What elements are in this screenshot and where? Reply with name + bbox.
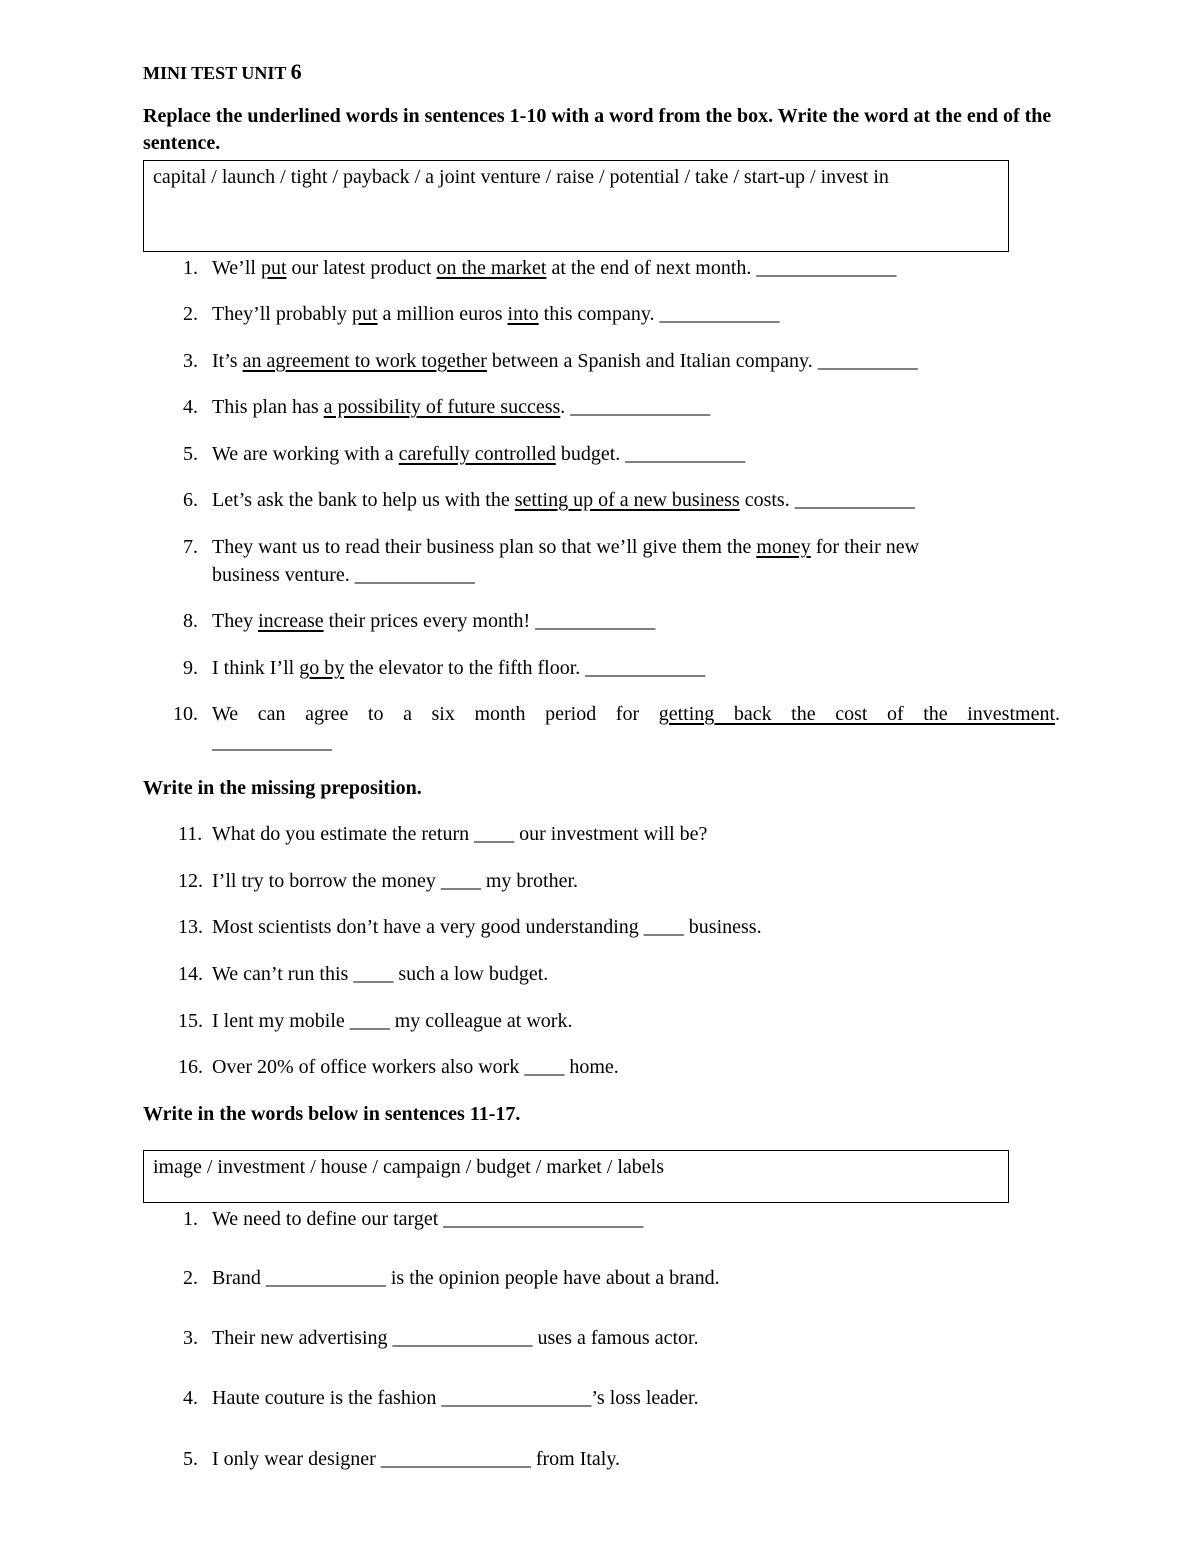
item-text: Let’s ask the bank to help us with the setting up of a new business costs. ____________: [212, 489, 915, 511]
item-text: They want us to read their business plan so that we’ll give them the money for their new business venture. ____________: [212, 536, 920, 586]
item-text: We are working with a carefully controlled budget. ____________: [212, 443, 746, 465]
page-title: [143, 58, 302, 87]
item-number: 13.: [178, 916, 203, 938]
item-number: 6.: [183, 489, 198, 511]
item-number: 2.: [183, 303, 198, 325]
item-number: 9.: [183, 657, 198, 679]
underlined-phrase: carefully controlled: [398, 443, 556, 465]
underlined-phrase: into: [507, 303, 539, 325]
item-text: Brand ____________ is the opinion people have about a brand.: [212, 1267, 720, 1289]
section1-word-box: capital / launch / tight / payback / a joint venture / raise / potential / take / start-up / invest in: [143, 160, 1009, 252]
item-number: 8.: [183, 610, 198, 632]
section3-instruction: Write in the words below in sentences 11-17.: [143, 1103, 521, 1125]
item-number: 11.: [178, 823, 203, 845]
section3-word-box: image / investment / house / campaign / budget / market / labels: [143, 1150, 1009, 1203]
item-number: 10.: [173, 703, 198, 725]
item-text: They’ll probably put a million euros into this company. ____________: [212, 303, 780, 325]
underlined-phrase: put: [351, 303, 378, 325]
item-text: We need to define our target ____________________: [212, 1208, 644, 1230]
underlined-phrase: go by: [299, 657, 345, 679]
item-number: 5.: [183, 1448, 198, 1470]
underlined-phrase: an agreement to work together: [242, 350, 487, 372]
item-text: Over 20% of office workers also work ____ home.: [212, 1056, 619, 1078]
item-text: I lent my mobile ____ my colleague at work.: [212, 1010, 573, 1032]
item-number: 3.: [183, 1327, 198, 1349]
title-unit-number: 6: [290, 59, 302, 84]
underlined-phrase: money: [756, 536, 811, 558]
item-text: They increase their prices every month! ____________: [212, 610, 656, 632]
item-text: I’ll try to borrow the money ____ my brother.: [212, 870, 579, 892]
item-text: Haute couture is the fashion _______________’s loss leader.: [212, 1387, 699, 1409]
item-number: 7.: [183, 536, 198, 558]
item-number: 3.: [183, 350, 198, 372]
section1-instruction: Replace the underlined words in sentences 1-10 with a word from the box. Write the word at the end of the sentence.: [143, 105, 1052, 154]
item-number: 4.: [183, 1387, 198, 1409]
underlined-phrase: a possibility of future success: [323, 396, 561, 418]
item-text: I think I’ll go by the elevator to the fifth floor. ____________: [212, 657, 706, 679]
item-number: 5.: [183, 443, 198, 465]
item-text: It’s an agreement to work together between a Spanish and Italian company. __________: [212, 350, 918, 372]
item-text: Their new advertising ______________ uses a famous actor.: [212, 1327, 699, 1349]
item-number: 2.: [183, 1267, 198, 1289]
underlined-phrase: setting up of a new business: [514, 489, 740, 511]
section2-instruction: Write in the missing preposition.: [143, 777, 422, 799]
item-text: What do you estimate the return ____ our investment will be?: [212, 823, 708, 845]
item-text: We can agree to a six month period for getting back the cost of the investment. ____________: [212, 703, 1061, 753]
item-text: This plan has a possibility of future success. ______________: [212, 396, 711, 418]
item-number: 1.: [183, 257, 198, 279]
underlined-phrase: on the market: [436, 257, 547, 279]
item-number: 1.: [183, 1208, 198, 1230]
underlined-phrase: increase: [258, 610, 324, 632]
item-text: We’ll put our latest product on the market at the end of next month. ______________: [212, 257, 897, 279]
item-text: Most scientists don’t have a very good understanding ____ business.: [212, 916, 762, 938]
underlined-phrase: getting back the cost of the investment: [658, 703, 1056, 725]
item-number: 12.: [178, 870, 203, 892]
item-number: 4.: [183, 396, 198, 418]
item-number: 14.: [178, 963, 203, 985]
title-text: MINI TEST UNIT: [143, 63, 287, 83]
item-text: I only wear designer _______________ from Italy.: [212, 1448, 621, 1470]
item-number: 15.: [178, 1010, 203, 1032]
item-text: We can’t run this ____ such a low budget.: [212, 963, 549, 985]
underlined-phrase: put: [260, 257, 287, 279]
item-number: 16.: [178, 1056, 203, 1078]
